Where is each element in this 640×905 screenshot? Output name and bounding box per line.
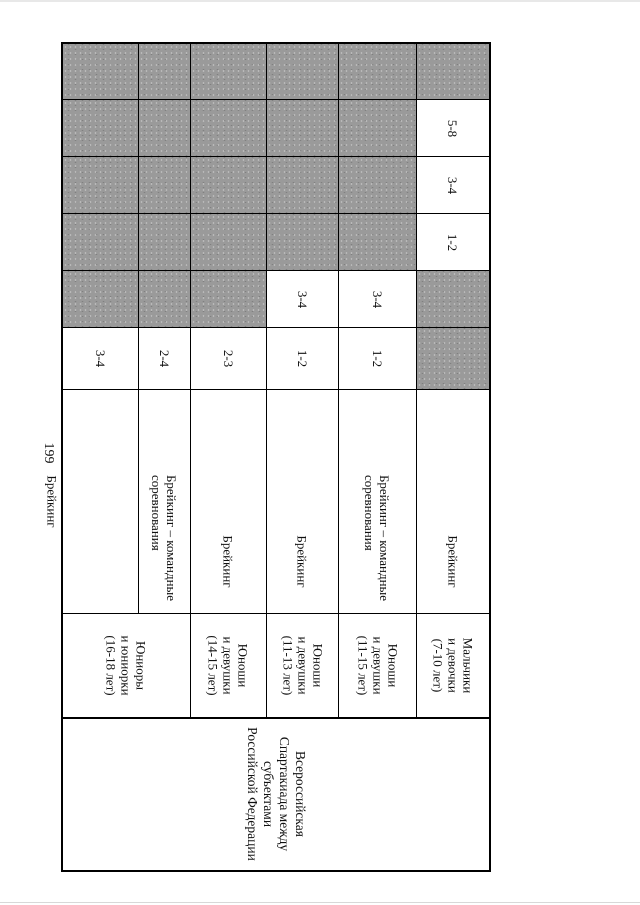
value-cell (339, 271, 417, 328)
value-cell-shaded (267, 44, 339, 100)
event-line: Спартакиада между (276, 736, 292, 852)
age-line: Юноши (236, 643, 251, 688)
age-line: Юноши (384, 643, 400, 688)
value-cell-shaded (339, 214, 417, 271)
discipline-label (150, 474, 180, 600)
value-cell (417, 214, 489, 271)
discipline-line: Брейкинг – командные (164, 474, 180, 601)
age-group-cell (267, 614, 339, 718)
value-cell-shaded (139, 44, 191, 100)
value-cell-shaded (63, 157, 139, 214)
age-group-cell (63, 614, 191, 718)
discipline-line: Брейкинг (294, 535, 310, 588)
age-line: и девочки (445, 638, 461, 693)
value-cell (63, 328, 139, 390)
age-line: (11-15 лет) (354, 635, 370, 696)
value-cell (417, 100, 489, 157)
value-text: 3-4 (370, 290, 385, 308)
value-cell-shaded (63, 100, 139, 157)
value-cell-shaded (191, 157, 267, 214)
value-cell-shaded (417, 328, 489, 390)
value-cell (267, 271, 339, 328)
age-line: Мальчики (460, 637, 476, 694)
value-cell-shaded (191, 44, 267, 100)
value-cell-shaded (139, 157, 191, 214)
value-cell-shaded (339, 100, 417, 157)
discipline-label (445, 535, 460, 587)
value-text: 1-2 (445, 233, 461, 251)
age-line: Юниоры (134, 640, 149, 690)
value-cell-shaded (417, 44, 489, 100)
age-line: (14-15 лет) (206, 635, 221, 696)
event-name (244, 727, 308, 861)
value-text: 3-4 (93, 349, 108, 368)
value-cell-shaded (267, 100, 339, 157)
age-group-label (280, 636, 325, 696)
value-cell-shaded (139, 214, 191, 271)
discipline-line: Брейкинг (445, 535, 461, 588)
value-text: 3-4 (295, 290, 310, 308)
value-cell-shaded (63, 214, 139, 271)
age-line: (7-10 лет) (430, 638, 446, 693)
value-cell-shaded (191, 214, 267, 271)
discipline-label (363, 474, 393, 600)
value-text: 2-4 (157, 349, 172, 368)
discipline-line: Брейкинг – командные (377, 474, 393, 601)
value-cell-shaded (63, 44, 139, 100)
age-group-cell (339, 614, 417, 718)
value-text: 5-8 (445, 119, 461, 137)
age-group-cell (191, 614, 267, 718)
value-cell (139, 328, 191, 390)
age-group-label (355, 636, 400, 696)
event-line: субъектами (260, 760, 276, 828)
event-line: Всероссийская (292, 751, 308, 837)
discipline-cell (191, 390, 267, 614)
value-cell (417, 157, 489, 214)
age-line: и девушки (369, 636, 385, 695)
value-text: 2-3 (221, 349, 236, 368)
value-cell-shaded (139, 271, 191, 328)
value-cell-shaded (417, 271, 489, 328)
discipline-line: соревнования (149, 474, 165, 551)
event-line: Российской Федерации (244, 727, 260, 861)
discipline-line: Брейкинг (220, 535, 236, 588)
discipline-line: соревнования (362, 474, 378, 551)
discipline-label (295, 535, 310, 587)
value-text: 1-2 (295, 349, 310, 368)
discipline-label (221, 535, 236, 587)
discipline-cell (417, 390, 489, 614)
age-line: и девушки (294, 636, 310, 695)
age-line: и девушки (221, 636, 236, 695)
value-cell-shaded (267, 214, 339, 271)
age-line: и юниорки (119, 635, 134, 696)
age-line: Юноши (309, 643, 325, 688)
page-top-edge (0, 0, 640, 2)
value-cell-shaded (191, 100, 267, 157)
value-cell-shaded (139, 100, 191, 157)
value-cell (267, 328, 339, 390)
value-cell (339, 328, 417, 390)
value-text: 3-4 (445, 176, 461, 194)
value-cell (191, 328, 267, 390)
discipline-cell (139, 390, 191, 614)
scan-bottom-edge (0, 902, 640, 903)
page-number: 199 (41, 442, 56, 464)
discipline-cell (267, 390, 339, 614)
value-text: 1-2 (370, 349, 385, 368)
value-cell-shaded (191, 271, 267, 328)
age-line: (16-18 лет) (104, 635, 119, 696)
event-cell (63, 718, 489, 870)
value-cell-shaded (63, 271, 139, 328)
value-cell-shaded (339, 157, 417, 214)
age-line: (11-13 лет) (279, 635, 295, 696)
age-group-cell (417, 614, 489, 718)
age-group-label (206, 635, 251, 695)
discipline-label (44, 475, 59, 527)
discipline-cell (339, 390, 417, 614)
value-cell-shaded (267, 157, 339, 214)
discipline-line: Брейкинг (44, 475, 60, 528)
age-group-label (104, 635, 149, 695)
age-group-label (430, 638, 475, 694)
value-cell-shaded (339, 44, 417, 100)
